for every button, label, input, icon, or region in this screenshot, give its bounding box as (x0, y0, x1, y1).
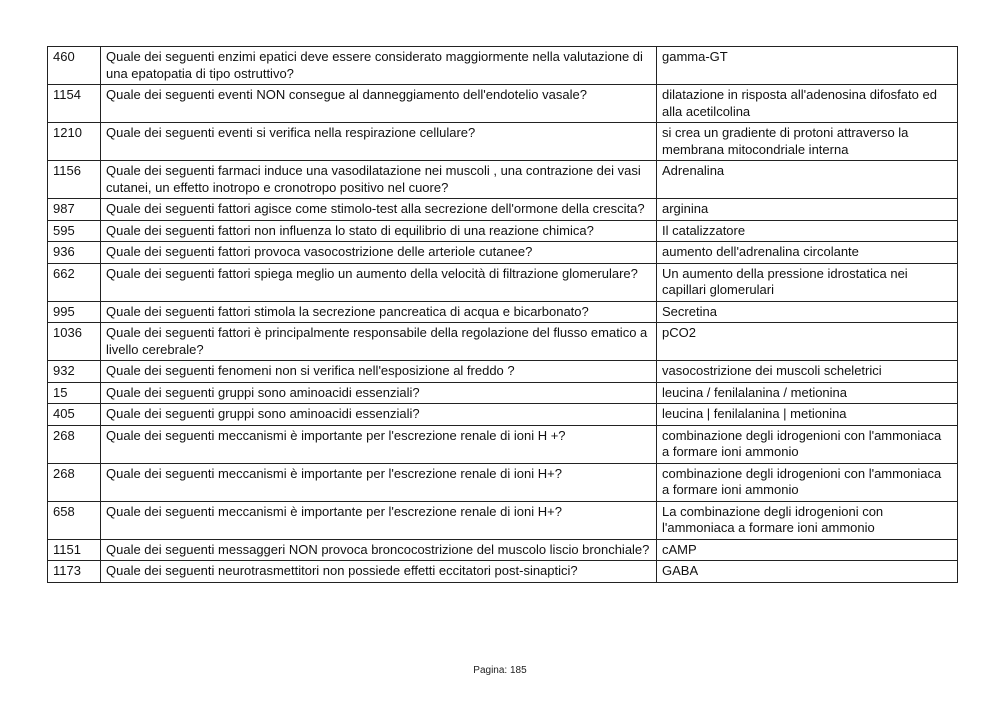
question-cell: Quale dei seguenti fattori provoca vasocostrizione delle arteriole cutanee? (101, 242, 657, 264)
answer-cell: aumento dell'adrenalina circolante (657, 242, 958, 264)
answer-cell: combinazione degli idrogenioni con l'ammoniaca a formare ioni ammonio (657, 463, 958, 501)
question-id-cell: 1156 (48, 161, 101, 199)
table-row (48, 161, 958, 199)
table-row (48, 561, 958, 583)
table-row (48, 85, 958, 123)
question-id-cell: 1151 (48, 539, 101, 561)
table-row (48, 123, 958, 161)
question-id-cell: 595 (48, 220, 101, 242)
question-id-cell: 460 (48, 47, 101, 85)
answer-cell: Il catalizzatore (657, 220, 958, 242)
table-row (48, 199, 958, 221)
table-row (48, 301, 958, 323)
question-id-cell: 15 (48, 382, 101, 404)
question-id-cell: 268 (48, 463, 101, 501)
question-cell: Quale dei seguenti meccanismi è importante per l'escrezione renale di ioni H+? (101, 463, 657, 501)
question-cell: Quale dei seguenti fattori è principalmente responsabile della regolazione del flusso ematico a livello cerebrale? (101, 323, 657, 361)
answer-cell: cAMP (657, 539, 958, 561)
answer-cell: GABA (657, 561, 958, 583)
table-row (48, 242, 958, 264)
table-row (48, 361, 958, 383)
answer-cell: leucina / fenilalanina / metionina (657, 382, 958, 404)
question-cell: Quale dei seguenti meccanismi è importante per l'escrezione renale di ioni H+? (101, 501, 657, 539)
answer-cell: si crea un gradiente di protoni attraverso la membrana mitocondriale interna (657, 123, 958, 161)
table-row (48, 463, 958, 501)
question-id-cell: 268 (48, 425, 101, 463)
question-answer-table (47, 46, 958, 583)
page-number: Pagina: 185 (473, 665, 527, 676)
answer-cell: vasocostrizione dei muscoli scheletrici (657, 361, 958, 383)
table-row (48, 539, 958, 561)
question-cell: Quale dei seguenti fenomeni non si verifica nell'esposizione al freddo ? (101, 361, 657, 383)
question-cell: Quale dei seguenti neurotrasmettitori non possiede effetti eccitatori post-sinaptici? (101, 561, 657, 583)
question-cell: Quale dei seguenti fattori spiega meglio un aumento della velocità di filtrazione glomerulare? (101, 263, 657, 301)
question-cell: Quale dei seguenti fattori stimola la secrezione pancreatica di acqua e bicarbonato? (101, 301, 657, 323)
answer-cell: La combinazione degli idrogenioni con l'ammoniaca a formare ioni ammonio (657, 501, 958, 539)
answer-cell: Un aumento della pressione idrostatica nei capillari glomerulari (657, 263, 958, 301)
question-cell: Quale dei seguenti meccanismi è importante per l'escrezione renale di ioni H +? (101, 425, 657, 463)
answer-cell: leucina | fenilalanina | metionina (657, 404, 958, 426)
question-cell: Quale dei seguenti farmaci induce una vasodilatazione nei muscoli , una contrazione dei vasi cutanei, un effetto inotropo e cronotropo positivo nel cuore? (101, 161, 657, 199)
answer-cell: dilatazione in risposta all'adenosina difosfato ed alla acetilcolina (657, 85, 958, 123)
question-id-cell: 1173 (48, 561, 101, 583)
question-id-cell: 995 (48, 301, 101, 323)
answer-cell: combinazione degli idrogenioni con l'ammoniaca a formare ioni ammonio (657, 425, 958, 463)
answer-cell: arginina (657, 199, 958, 221)
question-cell: Quale dei seguenti eventi NON consegue al danneggiamento dell'endotelio vasale? (101, 85, 657, 123)
question-cell: Quale dei seguenti eventi si verifica nella respirazione cellulare? (101, 123, 657, 161)
question-cell: Quale dei seguenti gruppi sono aminoacidi essenziali? (101, 404, 657, 426)
answer-cell: Adrenalina (657, 161, 958, 199)
table-row (48, 404, 958, 426)
table-row (48, 263, 958, 301)
answer-cell: pCO2 (657, 323, 958, 361)
question-id-cell: 1036 (48, 323, 101, 361)
table-row (48, 382, 958, 404)
table-row (48, 501, 958, 539)
question-id-cell: 1210 (48, 123, 101, 161)
table-row (48, 47, 958, 85)
table-row (48, 425, 958, 463)
question-cell: Quale dei seguenti fattori agisce come stimolo-test alla secrezione dell'ormone della crescita? (101, 199, 657, 221)
answer-cell: gamma-GT (657, 47, 958, 85)
question-cell: Quale dei seguenti fattori non influenza lo stato di equilibrio di una reazione chimica? (101, 220, 657, 242)
table-row (48, 323, 958, 361)
question-id-cell: 658 (48, 501, 101, 539)
question-id-cell: 1154 (48, 85, 101, 123)
question-cell: Quale dei seguenti enzimi epatici deve essere considerato maggiormente nella valutazione di una epatopatia di tipo ostruttivo? (101, 47, 657, 85)
answer-cell: Secretina (657, 301, 958, 323)
question-id-cell: 662 (48, 263, 101, 301)
question-id-cell: 987 (48, 199, 101, 221)
table-row (48, 220, 958, 242)
question-cell: Quale dei seguenti gruppi sono aminoacidi essenziali? (101, 382, 657, 404)
question-cell: Quale dei seguenti messaggeri NON provoca broncocostrizione del muscolo liscio bronchiale? (101, 539, 657, 561)
question-id-cell: 405 (48, 404, 101, 426)
question-id-cell: 932 (48, 361, 101, 383)
table-body (48, 47, 958, 583)
question-id-cell: 936 (48, 242, 101, 264)
